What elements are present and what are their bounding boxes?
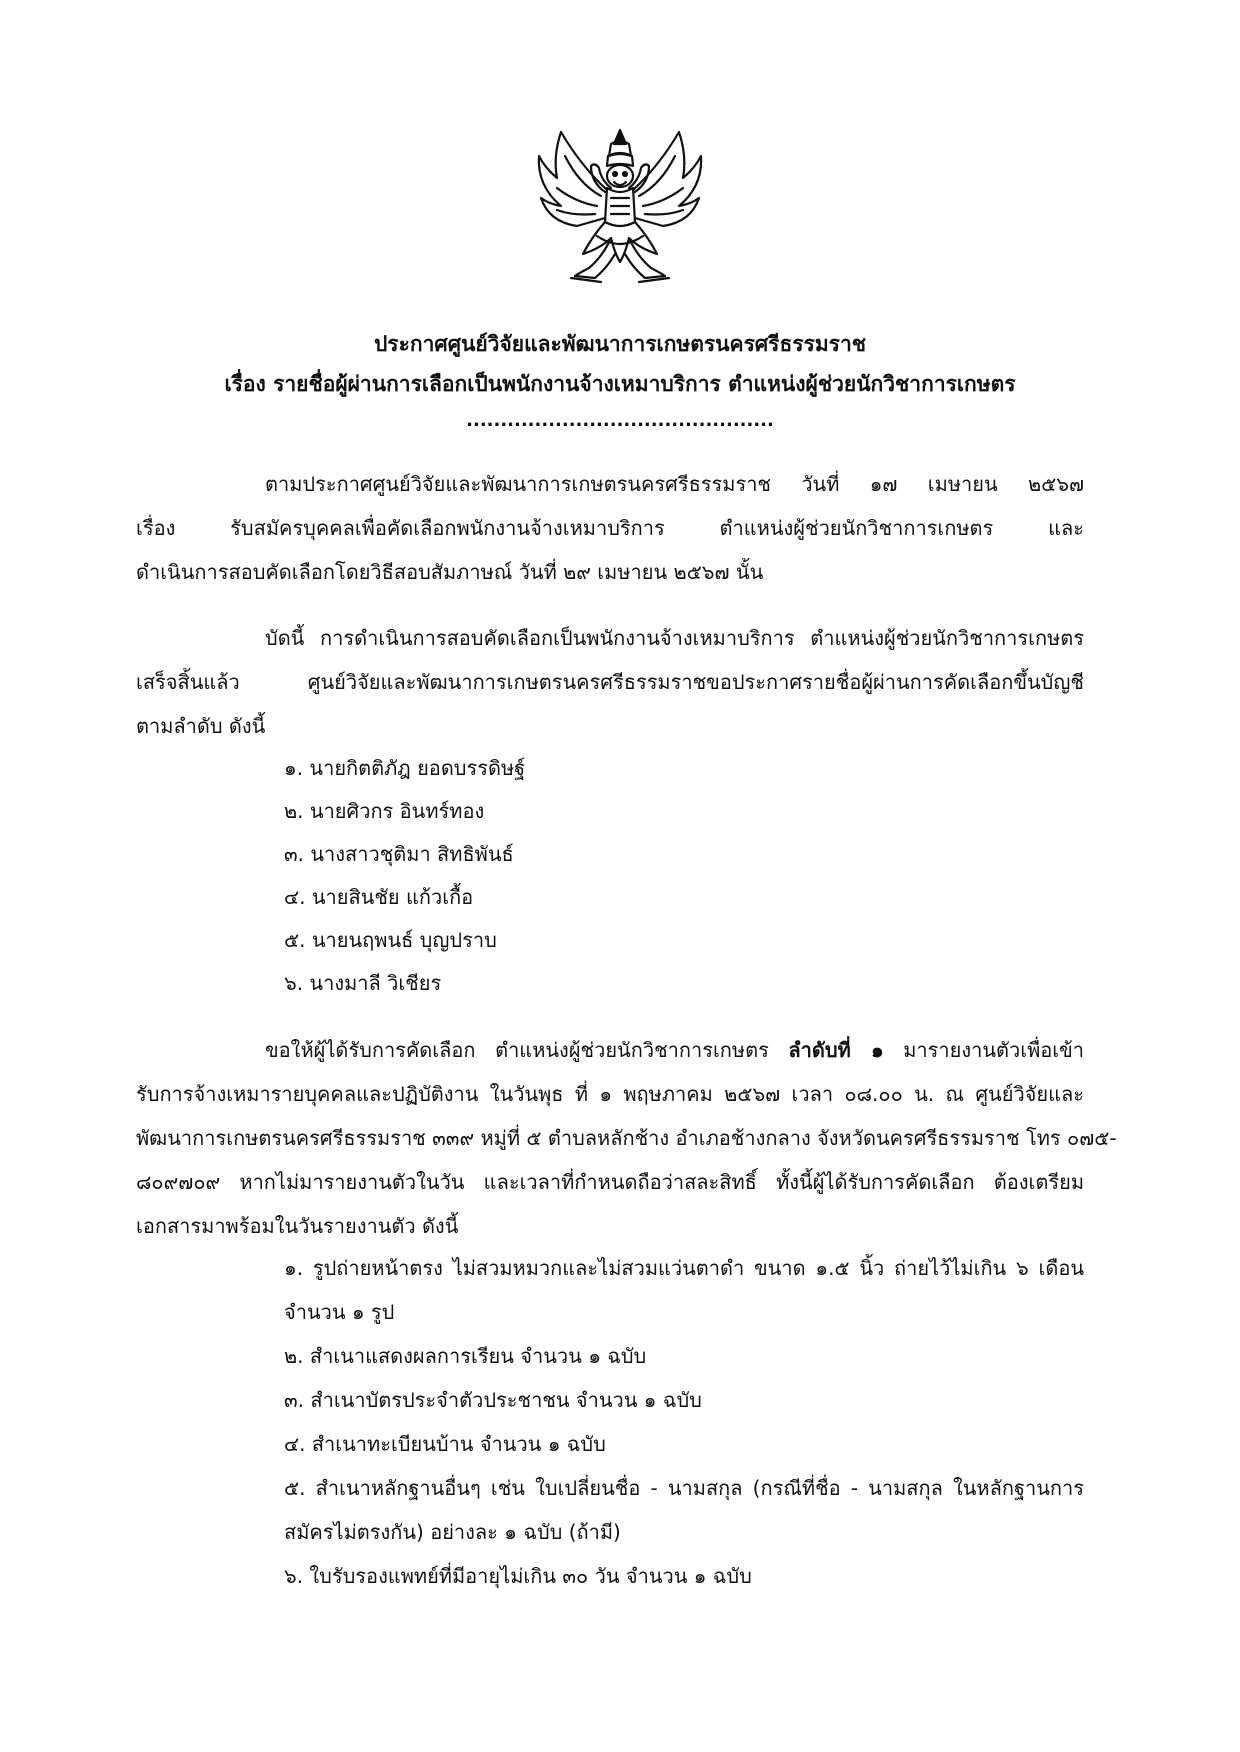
paragraph-2-line-1: บัดนี้ การดำเนินการสอบคัดเลือกเป็นพนักงานจ้างเหมาบริการ ตำแหน่งผู้ช่วยนักวิชาการเกษตร <box>265 626 1084 650</box>
announcement-title: ประกาศศูนย์วิจัยและพัฒนาการเกษตรนครศรีธรรมราช <box>373 332 867 356</box>
paragraph-3-line-3: พัฒนาการเกษตรนครศรีธรรมราช ๓๓๙ หมู่ที่ ๕ ตำบลหลักช้าง อำเภอช้างกลาง จังหวัดนครศรีธรรมราช โทร ๐๗๕- <box>136 1126 1117 1150</box>
rank-highlight: ลำดับที่ ๑ <box>788 1038 884 1062</box>
candidate-item: ๖. นางมาลี วิเชียร <box>284 971 442 995</box>
document-item: ๖. ใบรับรองแพทย์ที่มีอายุไม่เกิน ๓๐ วัน จำนวน ๑ ฉบับ <box>284 1564 752 1588</box>
paragraph-1-line-1: ตามประกาศศูนย์วิจัยและพัฒนาการเกษตรนครศรีธรรมราช วันที่ ๑๗ เมษายน ๒๕๖๗ <box>265 472 1084 496</box>
paragraph-2-line-2: เสร็จสิ้นแล้ว ศูนย์วิจัยและพัฒนาการเกษตรนครศรีธรรมราชขอประกาศรายชื่อผู้ผ่านการคัดเลือกขึ้นบัญชี <box>136 670 1084 694</box>
candidate-item: ๒. นายศิวกร อินทร์ทอง <box>284 799 485 823</box>
document-item: ๒. สำเนาแสดงผลการเรียน จำนวน ๑ ฉบับ <box>284 1344 647 1368</box>
candidate-item: ๕. นายนฤพนธ์ บุญปราบ <box>284 928 497 952</box>
paragraph-2-line-3: ตามลำดับ ดังนี้ <box>136 714 266 738</box>
paragraph-3-line-4: ๘๐๙๗๐๙ หากไม่มารายงานตัวในวัน และเวลาที่กำหนดถือว่าสละสิทธิ์ ทั้งนี้ผู้ได้รับการคัดเลือก ต้องเตรียม <box>136 1170 1084 1194</box>
document-item: ๔. สำเนาทะเบียนบ้าน จำนวน ๑ ฉบับ <box>284 1432 606 1456</box>
document-item: ๓. สำเนาบัตรประจำตัวประชาชน จำนวน ๑ ฉบับ <box>284 1388 702 1412</box>
candidate-item: ๔. นายสินชัย แก้วเกื้อ <box>284 885 474 909</box>
garuda-emblem-icon <box>531 126 709 286</box>
document-item-continuation: สมัครไม่ตรงกัน) อย่างละ ๑ ฉบับ (ถ้ามี) <box>284 1520 621 1544</box>
candidate-item: ๑. นายกิตติภัฎ ยอดบรรดิษฐ์ <box>284 756 526 780</box>
title-separator: ............................................. <box>466 410 774 431</box>
candidate-item: ๓. นางสาวชุติมา สิทธิพันธ์ <box>284 842 514 866</box>
announcement-subject: เรื่อง รายชื่อผู้ผ่านการเลือกเป็นพนักงานจ้างเหมาบริการ ตำแหน่งผู้ช่วยนักวิชาการเกษตร <box>224 372 1016 396</box>
paragraph-3-line-1 <box>265 1036 1084 1064</box>
paragraph-3-text-b: มารายงานตัวเพื่อเข้า <box>883 1038 1085 1062</box>
paragraph-1-line-2: เรื่อง รับสมัครบุคคลเพื่อคัดเลือกพนักงานจ้างเหมาบริการ ตำแหน่งผู้ช่วยนักวิชาการเกษตร และ <box>136 516 1084 540</box>
document-item: ๑. รูปถ่ายหน้าตรง ไม่สวมหมวกและไม่สวมแว่นตาดำ ขนาด ๑.๕ นิ้ว ถ่ายไว้ไม่เกิน ๖ เดือน <box>284 1256 1084 1280</box>
paragraph-3-line-5: เอกสารมาพร้อมในวันรายงานตัว ดังนี้ <box>136 1214 459 1238</box>
paragraph-3-text-a: ขอให้ผู้ได้รับการคัดเลือก ตำแหน่งผู้ช่วยนักวิชาการเกษตร <box>265 1038 789 1062</box>
document-item: ๕. สำเนาหลักฐานอื่นๆ เช่น ใบเปลี่ยนชื่อ - นามสกุล (กรณีที่ชื่อ - นามสกุล ในหลักฐานการ <box>284 1476 1084 1500</box>
paragraph-3-line-2: รับการจ้างเหมารายบุคคลและปฏิบัติงาน ในวันพุธ ที่ ๑ พฤษภาคม ๒๕๖๗ เวลา ๐๘.๐๐ น. ณ ศูนย์วิจัยและ <box>136 1082 1084 1106</box>
document-item-continuation: จำนวน ๑ รูป <box>284 1300 395 1324</box>
paragraph-1-line-3: ดำเนินการสอบคัดเลือกโดยวิธีสอบสัมภาษณ์ วันที่ ๒๙ เมษายน ๒๕๖๗ นั้น <box>136 560 764 584</box>
